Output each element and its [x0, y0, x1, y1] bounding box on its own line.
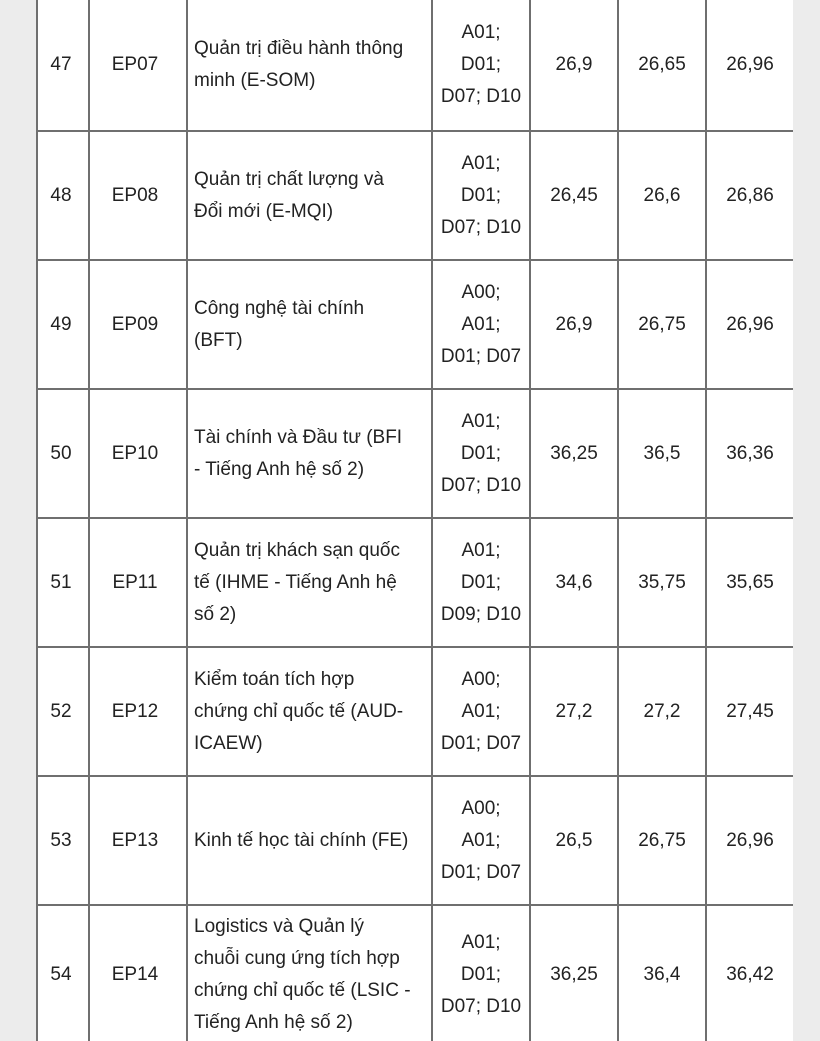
- subject-combination-cell: [432, 776, 530, 905]
- program-code-cell: EP11: [89, 518, 187, 647]
- subject-combination-line: D01;: [460, 571, 502, 593]
- score-cell-1: 36,25: [530, 905, 618, 1041]
- score-cell-2: 35,75: [618, 518, 706, 647]
- subject-combination-line: D09; D10: [440, 603, 522, 625]
- score-cell-1: 36,25: [530, 389, 618, 518]
- table-row: [37, 518, 793, 647]
- program-name-line: (BFT): [194, 329, 243, 351]
- program-code-cell: EP14: [89, 905, 187, 1041]
- subject-combination-line: D01;: [460, 184, 502, 206]
- score-cell-1: 26,5: [530, 776, 618, 905]
- score-cell-2: 26,6: [618, 131, 706, 260]
- subject-combination-cell: [432, 131, 530, 260]
- score-cell-3: 36,42: [706, 905, 793, 1041]
- subject-combination-line: A01;: [461, 700, 501, 722]
- score-cell-3: 26,96: [706, 776, 793, 905]
- score-cell-3: 35,65: [706, 518, 793, 647]
- score-cell-2: 26,65: [618, 0, 706, 131]
- table-row: [37, 905, 793, 1041]
- score-cell-3: 36,36: [706, 389, 793, 518]
- table-row: [37, 0, 793, 131]
- score-cell-3: 26,86: [706, 131, 793, 260]
- subject-combination-line: D07; D10: [440, 216, 522, 238]
- program-code-cell: EP08: [89, 131, 187, 260]
- subject-combination-cell: [432, 260, 530, 389]
- row-number-cell: 48: [37, 131, 89, 260]
- subject-combination-line: A01;: [461, 539, 501, 561]
- subject-combination-line: D07; D10: [440, 996, 522, 1017]
- subject-combination-line: D01;: [460, 964, 502, 985]
- program-code-cell: EP09: [89, 260, 187, 389]
- subject-combination-line: A00;: [461, 797, 501, 819]
- subject-combination-line: A01;: [461, 22, 501, 43]
- program-name-cell: [187, 905, 432, 1041]
- program-code-cell: EP10: [89, 389, 187, 518]
- program-name-line: tế (IHME - Tiếng Anh hệ: [194, 571, 397, 593]
- subject-combination-line: D01;: [460, 442, 502, 464]
- program-name-cell: [187, 260, 432, 389]
- program-name-line: Logistics và Quản lý: [194, 916, 365, 937]
- program-name-line: Kiểm toán tích hợp: [194, 668, 355, 690]
- program-name-line: Công nghệ tài chính: [194, 297, 365, 319]
- program-code-cell: EP12: [89, 647, 187, 776]
- subject-combination-line: A01;: [461, 313, 501, 335]
- score-cell-2: 26,75: [618, 776, 706, 905]
- table-row: [37, 776, 793, 905]
- subject-combination-line: D07; D10: [440, 474, 522, 496]
- score-cell-1: 26,9: [530, 0, 618, 131]
- score-cell-1: 34,6: [530, 518, 618, 647]
- subject-combination-cell: [432, 647, 530, 776]
- subject-combination-line: A00;: [461, 281, 501, 303]
- program-name-line: Quản trị chất lượng và: [194, 168, 384, 190]
- row-number-cell: 54: [37, 905, 89, 1041]
- program-name-cell: [187, 647, 432, 776]
- admission-scores-table: [36, 0, 793, 1041]
- program-name-line: - Tiếng Anh hệ số 2): [194, 458, 365, 480]
- subject-combination-line: D07; D10: [440, 86, 522, 107]
- subject-combination-line: D01; D07: [440, 345, 522, 367]
- row-number-cell: 53: [37, 776, 89, 905]
- subject-combination-line: A01;: [461, 932, 501, 953]
- score-cell-2: 26,75: [618, 260, 706, 389]
- score-cell-2: 36,4: [618, 905, 706, 1041]
- row-number-cell: 52: [37, 647, 89, 776]
- table-row: [37, 260, 793, 389]
- score-cell-3: 27,45: [706, 647, 793, 776]
- program-name-line: Tài chính và Đầu tư (BFI: [194, 426, 403, 448]
- program-name-line: chứng chỉ quốc tế (AUD-: [194, 700, 404, 722]
- program-name-cell: [187, 776, 432, 905]
- table-body: [37, 0, 793, 1041]
- score-cell-1: 26,9: [530, 260, 618, 389]
- program-name-line: số 2): [194, 603, 237, 625]
- score-cell-1: 26,45: [530, 131, 618, 260]
- subject-combination-line: D01; D07: [440, 732, 522, 754]
- score-cell-2: 36,5: [618, 389, 706, 518]
- program-name-line: chứng chỉ quốc tế (LSIC -: [194, 980, 411, 1001]
- program-name-line: Đổi mới (E-MQI): [194, 200, 334, 222]
- score-cell-3: 26,96: [706, 0, 793, 131]
- program-name-line: Quản trị khách sạn quốc: [194, 539, 400, 561]
- program-name-line: Kinh tế học tài chính (FE): [194, 829, 409, 851]
- table-row: [37, 131, 793, 260]
- program-name-cell: [187, 518, 432, 647]
- subject-combination-line: D01;: [460, 54, 502, 75]
- subject-combination-line: A01;: [461, 829, 501, 851]
- table-row: [37, 389, 793, 518]
- program-name-line: ICAEW): [194, 732, 263, 754]
- score-cell-2: 27,2: [618, 647, 706, 776]
- program-name-cell: [187, 389, 432, 518]
- subject-combination-cell: [432, 518, 530, 647]
- program-name-line: minh (E-SOM): [194, 70, 316, 91]
- subject-combination-line: A00;: [461, 668, 501, 690]
- subject-combination-cell: [432, 905, 530, 1041]
- program-name-cell: [187, 0, 432, 131]
- table-row: [37, 647, 793, 776]
- subject-combination-line: A01;: [461, 152, 501, 174]
- subject-combination-cell: [432, 389, 530, 518]
- program-code-cell: EP13: [89, 776, 187, 905]
- row-number-cell: 47: [37, 0, 89, 131]
- score-cell-1: 27,2: [530, 647, 618, 776]
- subject-combination-line: D01; D07: [440, 861, 522, 883]
- subject-combination-cell: [432, 0, 530, 131]
- program-code-cell: EP07: [89, 0, 187, 131]
- program-name-cell: [187, 131, 432, 260]
- score-cell-3: 26,96: [706, 260, 793, 389]
- row-number-cell: 51: [37, 518, 89, 647]
- program-name-line: Tiếng Anh hệ số 2): [194, 1012, 353, 1033]
- subject-combination-line: A01;: [461, 410, 501, 432]
- row-number-cell: 49: [37, 260, 89, 389]
- row-number-cell: 50: [37, 389, 89, 518]
- program-name-line: chuỗi cung ứng tích hợp: [194, 948, 400, 969]
- program-name-line: Quản trị điều hành thông: [194, 38, 404, 59]
- document-sheet: [36, 0, 793, 1041]
